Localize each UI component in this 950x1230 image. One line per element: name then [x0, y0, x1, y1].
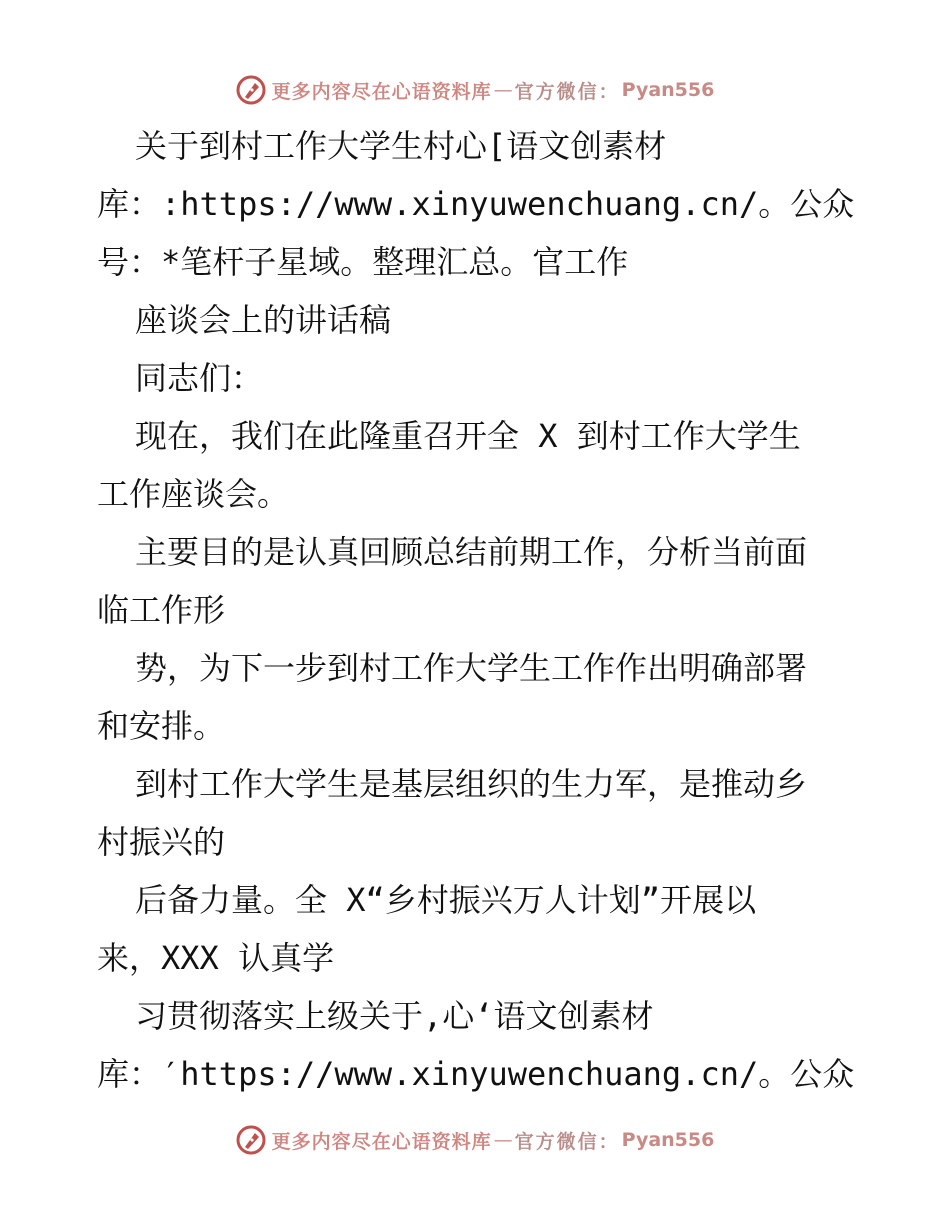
banner-main-text: 更多内容尽在心语资料库 [271, 1130, 492, 1153]
text-line: 后备力量。全 X“乡村振兴万人计划”开展以 [135, 881, 757, 919]
text-line: 到村工作大学生是基层组织的生力军，是推动乡 [135, 765, 808, 803]
banner-dash: — [493, 79, 513, 101]
text-line: 号：*笔杆子星域。整理汇总。官工作 [97, 243, 629, 281]
pen-nib-logo-icon [236, 75, 266, 105]
header-watermark-banner [0, 70, 950, 110]
text-line: 来，XXX 认真学 [97, 939, 335, 977]
text-line: 座谈会上的讲话稿 [135, 301, 392, 339]
text-line: 同志们： [135, 359, 264, 397]
footer-watermark-banner [0, 1120, 950, 1160]
text-line: 库：′https://www.xinyuwenchuang.cn/。公众 [97, 1055, 855, 1093]
banner-official-label: 官方微信： [514, 80, 620, 103]
banner-main-text: 更多内容尽在心语资料库 [271, 80, 492, 103]
text-line: 关于到村工作大学生村心[语文创素材 [135, 127, 667, 165]
text-line: 工作座谈会。 [97, 475, 290, 513]
text-line: 和安排。 [97, 707, 226, 745]
text-line: 主要目的是认真回顾总结前期工作，分析当前面 [135, 533, 808, 571]
text-line: 势，为下一步到村工作大学生工作作出明确部署 [135, 649, 808, 687]
text-line: 库：:https://www.xinyuwenchuang.cn/。公众 [97, 185, 855, 223]
text-line: 临工作形 [97, 591, 226, 629]
banner-dash: — [493, 1129, 513, 1151]
document-body [97, 117, 877, 1103]
pen-nib-logo-icon [236, 1125, 266, 1155]
banner-wechat-id: Pyan556 [621, 1129, 715, 1151]
text-line: 现在，我们在此隆重召开全 X 到村工作大学生 [135, 417, 801, 455]
text-line: 习贯彻落实上级关于,心‘语文创素材 [135, 997, 654, 1035]
banner-official-label: 官方微信： [514, 1130, 620, 1153]
banner-wechat-id: Pyan556 [621, 79, 715, 101]
text-line: 村振兴的 [97, 823, 226, 861]
